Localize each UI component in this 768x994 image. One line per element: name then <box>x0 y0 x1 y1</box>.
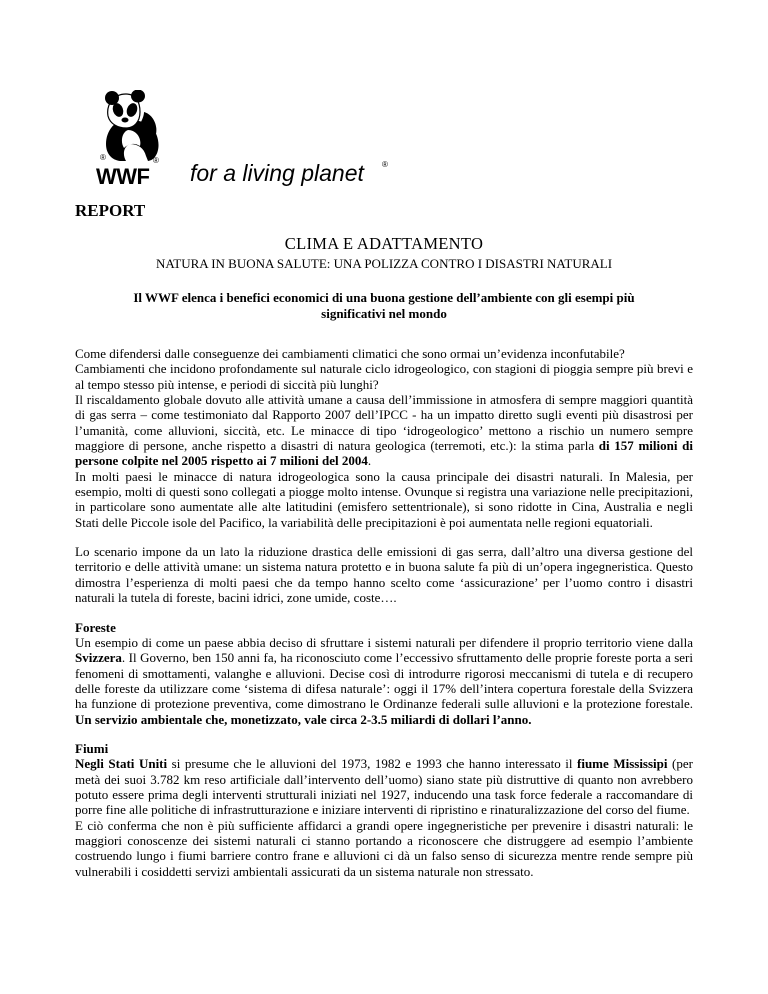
bold-text: di 157 milioni di persone colpite nel 2005 rispetto ai 7 milioni del 2004 <box>75 438 693 469</box>
section-foreste <box>75 620 693 727</box>
section-fiumi <box>75 741 693 879</box>
text-line: Come difendersi dalle conseguenze dei cambiamenti climatici che sono ormai un’evidenza inconfutabile? <box>75 346 625 361</box>
text-line: . <box>367 453 372 469</box>
paragraph: Lo scenario impone da un lato la riduzione drastica delle emissioni di gas serra, dall’altro una diversa gestione del territorio e delle attività umane: un sistema natura protetto e in buona salute fa più di un’opera ingegneristica. Questo dimostra l’esperienza di molti paesi che da tempo hanno scelto come ‘assicurazione’ per l’uomo contro i disastri naturali la tutela di foreste, bacini idrici, zone umide, coste…. <box>75 544 693 606</box>
doc-label: REPORT <box>75 201 146 220</box>
text-line: E ciò conferma che non è più sufficiente affidarci a grandi opere ingegneristiche per prevenire i disastri naturali: le maggiori conoscenze dei sistemi naturali ci stanno portando a riconoscere che distruggere ad esempio l’ambiente costruendo lungo i fiumi barriere contro frane e alluvioni ci dà un falso senso di sicurezza mentre rende sempre più vulnerabili i cosiddetti servizi ambientali assicurati da un sistema naturale non stressato. <box>75 817 693 879</box>
text-line: . Il Governo, ben 150 anni fa, ha riconosciuto come l’eccessivo sfruttamento delle proprie foreste porta a seri fenomeni di smottamenti, valanghe e alluvioni. Decise così di introdurre rigorosi meccanismi di tutela e di recupero delle foreste da utilizzare come ‘sistema di difesa naturale’: oggi il 17% dell’intera copertura forestale della Svizzera ha funzione di protezione preventiva, come dimostrano le Ordinanze federali sulle alluvioni e la protezione forestale. <box>75 650 693 712</box>
bold-text: fiume Mississipi <box>577 756 668 772</box>
text-line: (per metà dei suoi 3.782 km reso artificiale dall’intervento dell’uomo) siano state più distruttive di quanto non avrebbero potuto essere prima degli interventi strutturali iniziati nel 1927, inducendo una task force federale a raccomandare di porre fine alle politiche di infrastrutturazione e iniziare interventi di ripristino e rinaturalizzazione del corso del fiume. <box>75 756 693 818</box>
text-line: Un esempio di come un paese abbia deciso di sfruttare i sistemi naturali per difendere il proprio territorio viene dalla <box>75 634 693 650</box>
section-heading: Fiumi <box>75 740 109 756</box>
text-line: Il riscaldamento globale dovuto alle attività umane a causa dell’immissione in atmosfera di sempre maggiori quantità di gas serra – come testimoniato dal Rapporto 2007 dell’IPCC - ha un impatto diretto sugli eventi più disastrosi per l’umanità, come alluvioni, siccità, etc. Le minacce di tipo ‘idrogeologico’ mettono a rischio un numero sempre maggiore di persone, anche rispetto a disastri di natura geologica (terremoti, etc.): la stima parla <box>75 392 693 454</box>
body-text <box>75 346 693 879</box>
wwf-wordmark: WWF <box>96 164 150 189</box>
text-line: In molti paesi le minacce di natura idrogeologica sono la causa principale dei disastri naturali. In Malesia, per esempio, molti di questi sono collegati a piogge molto intense. Ovunque si registra una variazione nelle precipitazioni, in particolare sono aumentate alle alte latitudini (emisfero settentrionale), si sono ridotte in Cina, Australia e negli Stati delle Piccole isole del Pacifico, la variabilità delle precipitazioni è poi aumentata nelle regioni equatoriali. <box>75 468 693 530</box>
text-line: si presume che le alluvioni del 1973, 1982 e 1993 che hanno interessato il <box>167 756 578 772</box>
section-heading: Foreste <box>75 619 116 635</box>
registered-mark: ® <box>382 160 388 169</box>
text-line: Cambiamenti che incidono profondamente sul naturale ciclo idrogeologico, con stagioni di pioggia sempre più brevi e al tempo stesso più intense, e periodi di siccità più lunghi? <box>75 361 693 392</box>
intro-heading: Il WWF elenca i benefici economici di una buona gestione dell’ambiente con gli esempi più significativi nel mondo <box>133 290 635 321</box>
bold-text: Svizzera <box>75 650 122 666</box>
bold-text: Negli Stati Uniti <box>75 756 168 772</box>
tagline: for a living planet <box>190 160 364 186</box>
registered-mark: ® <box>100 153 106 162</box>
bold-text: Un servizio ambientale che, monetizzato, vale circa 2-3.5 miliardi di dollari l’anno. <box>75 711 532 727</box>
panda-logo-icon <box>100 90 162 162</box>
paragraph <box>75 346 693 530</box>
registered-mark: ® <box>153 156 159 165</box>
page-subtitle: NATURA IN BUONA SALUTE: UNA POLIZZA CONTRO I DISASTRI NATURALI <box>155 256 613 271</box>
page-title: CLIMA E ADATTAMENTO <box>284 234 484 253</box>
